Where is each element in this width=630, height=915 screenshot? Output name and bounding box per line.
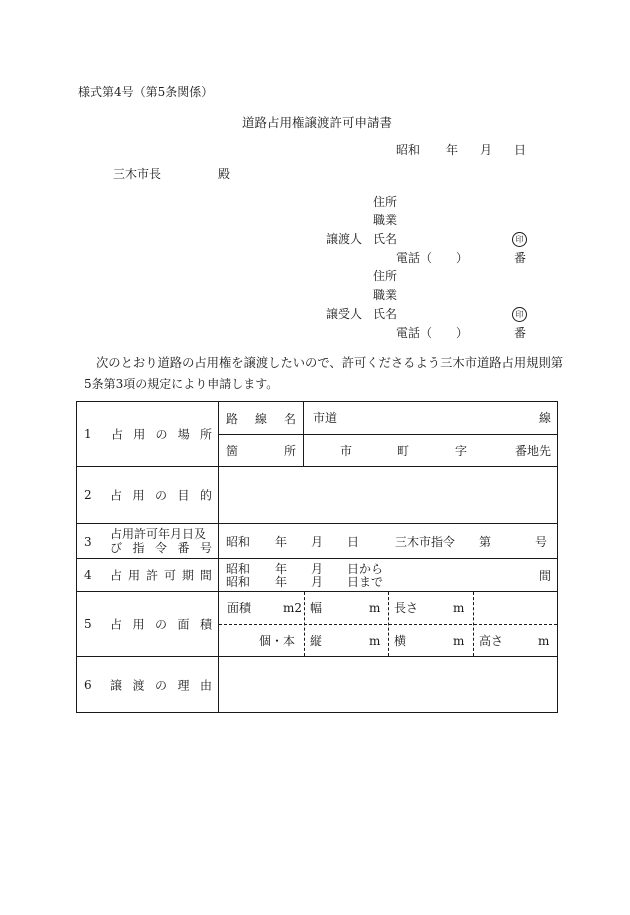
row3-label-line1: 占用許可年月日及	[110, 527, 207, 541]
place-town: 町	[397, 444, 410, 458]
length-unit: m	[453, 601, 465, 615]
permit-go: 号	[534, 535, 547, 549]
count-label: 個・本	[259, 634, 296, 648]
area-divider-v3	[473, 592, 474, 656]
transferee-phone-suffix: 番	[514, 326, 527, 340]
horiz-unit: m	[453, 634, 465, 648]
place-label-cell	[219, 435, 304, 467]
permit-era: 昭和	[226, 535, 251, 549]
permit-month: 月	[311, 535, 324, 549]
vert-unit: m	[369, 634, 381, 648]
period-from-month: 月	[311, 562, 324, 576]
period-to-era: 昭和	[226, 575, 251, 589]
row2-number: 2	[84, 488, 92, 502]
addressee-name: 三木市長	[113, 167, 162, 181]
purpose-field[interactable]	[219, 467, 558, 524]
date-year: 年	[446, 143, 459, 157]
row3-header	[77, 524, 219, 559]
period-from-era: 昭和	[226, 562, 251, 576]
transferor-name-label: 氏名	[373, 232, 398, 246]
transferee-address-label: 住所	[373, 269, 398, 283]
period-from-day: 日から	[347, 562, 384, 576]
area-divider-v2	[388, 592, 389, 656]
date-day: 日	[514, 143, 527, 157]
permit-date-field[interactable]	[219, 524, 558, 559]
place-aza: 字	[455, 444, 468, 458]
row-permit-date	[77, 524, 558, 559]
width-unit: m	[369, 601, 381, 615]
period-suffix: 間	[538, 569, 551, 583]
row1-number: 1	[84, 427, 92, 441]
area-unit: m2	[283, 601, 303, 615]
application-table	[76, 401, 558, 713]
transferor-seal-icon: 印	[512, 232, 527, 247]
place-city: 市	[340, 444, 353, 458]
permit-dai: 第	[479, 535, 492, 549]
area-divider-v1	[304, 592, 305, 656]
transferee-name-label: 氏名	[373, 307, 398, 321]
row-purpose	[77, 467, 558, 524]
place-label: 箇 所	[226, 444, 296, 458]
place-field[interactable]	[304, 435, 558, 467]
transferee-role: 譲受人	[326, 307, 363, 321]
row2-label: 占 用 の 目 的	[110, 488, 212, 503]
route-name-field[interactable]	[304, 402, 558, 435]
vert-label: 縦	[310, 634, 323, 648]
transferor-phone-suffix: 番	[514, 251, 527, 265]
area-label: 面積	[227, 601, 252, 615]
transferor-phone: 電話（ ）	[396, 251, 469, 265]
length-label: 長さ	[394, 601, 419, 615]
horiz-label: 横	[394, 634, 407, 648]
route-prefix: 市道	[313, 411, 338, 425]
permit-directive: 三木市指令	[395, 535, 456, 549]
transferee-phone: 電話（ ）	[396, 326, 469, 340]
transferee-occupation-label: 職業	[373, 288, 398, 302]
area-field[interactable]	[219, 592, 558, 657]
addressee-honorific: 殿	[218, 167, 231, 181]
width-label: 幅	[310, 601, 323, 615]
reason-field[interactable]	[219, 657, 558, 713]
route-name-label: 路 線 名	[226, 411, 296, 426]
transferee-seal-icon: 印	[512, 307, 527, 322]
row6-header	[77, 657, 219, 713]
height-label: 高さ	[479, 634, 504, 648]
row-reason	[77, 657, 558, 713]
place-banchi: 番地先	[514, 444, 551, 458]
row-permit-period	[77, 559, 558, 592]
row3-number: 3	[84, 535, 92, 549]
route-suffix: 線	[538, 411, 551, 425]
transferor-role: 譲渡人	[326, 232, 363, 246]
height-unit: m	[538, 634, 550, 648]
date-month: 月	[480, 143, 493, 157]
row-location-route	[77, 402, 558, 435]
period-to-month: 月	[311, 575, 324, 589]
row6-number: 6	[84, 677, 92, 692]
row1-label: 占 用 の 場 所	[111, 427, 212, 442]
period-from-year: 年	[275, 562, 288, 576]
permit-period-field[interactable]	[219, 559, 558, 592]
row5-header	[77, 592, 219, 657]
permit-year: 年	[275, 535, 288, 549]
permit-day: 日	[347, 535, 360, 549]
row5-label: 占 用 の 面 積	[110, 617, 212, 632]
row3-label-line2: び 指 令 番 号	[110, 541, 212, 555]
row4-number: 4	[84, 568, 92, 582]
row5-number: 5	[84, 617, 92, 631]
row-area	[77, 592, 558, 657]
document-title: 道路占用権譲渡許可申請書	[242, 115, 393, 130]
period-to-year: 年	[275, 575, 288, 589]
date-era: 昭和	[396, 143, 421, 157]
route-name-label-cell	[219, 402, 304, 435]
form-id: 様式第4号（第5条関係）	[78, 85, 214, 99]
transferor-occupation-label: 職業	[373, 213, 398, 227]
row2-header	[77, 467, 219, 524]
row6-label: 譲 渡 の 理 由	[110, 678, 212, 692]
row4-header	[77, 559, 219, 592]
body-text-line2: 5条第3項の規定により申請します。	[84, 377, 279, 391]
body-text-line1: 次のとおり道路の占用権を譲渡したいので、許可くださるよう三木市道路占用規則第	[96, 356, 564, 370]
transferor-address-label: 住所	[373, 195, 398, 209]
row1-header	[77, 402, 219, 467]
period-to-day: 日まで	[347, 575, 384, 589]
row4-label: 占 用 許 可 期 間	[110, 568, 212, 583]
